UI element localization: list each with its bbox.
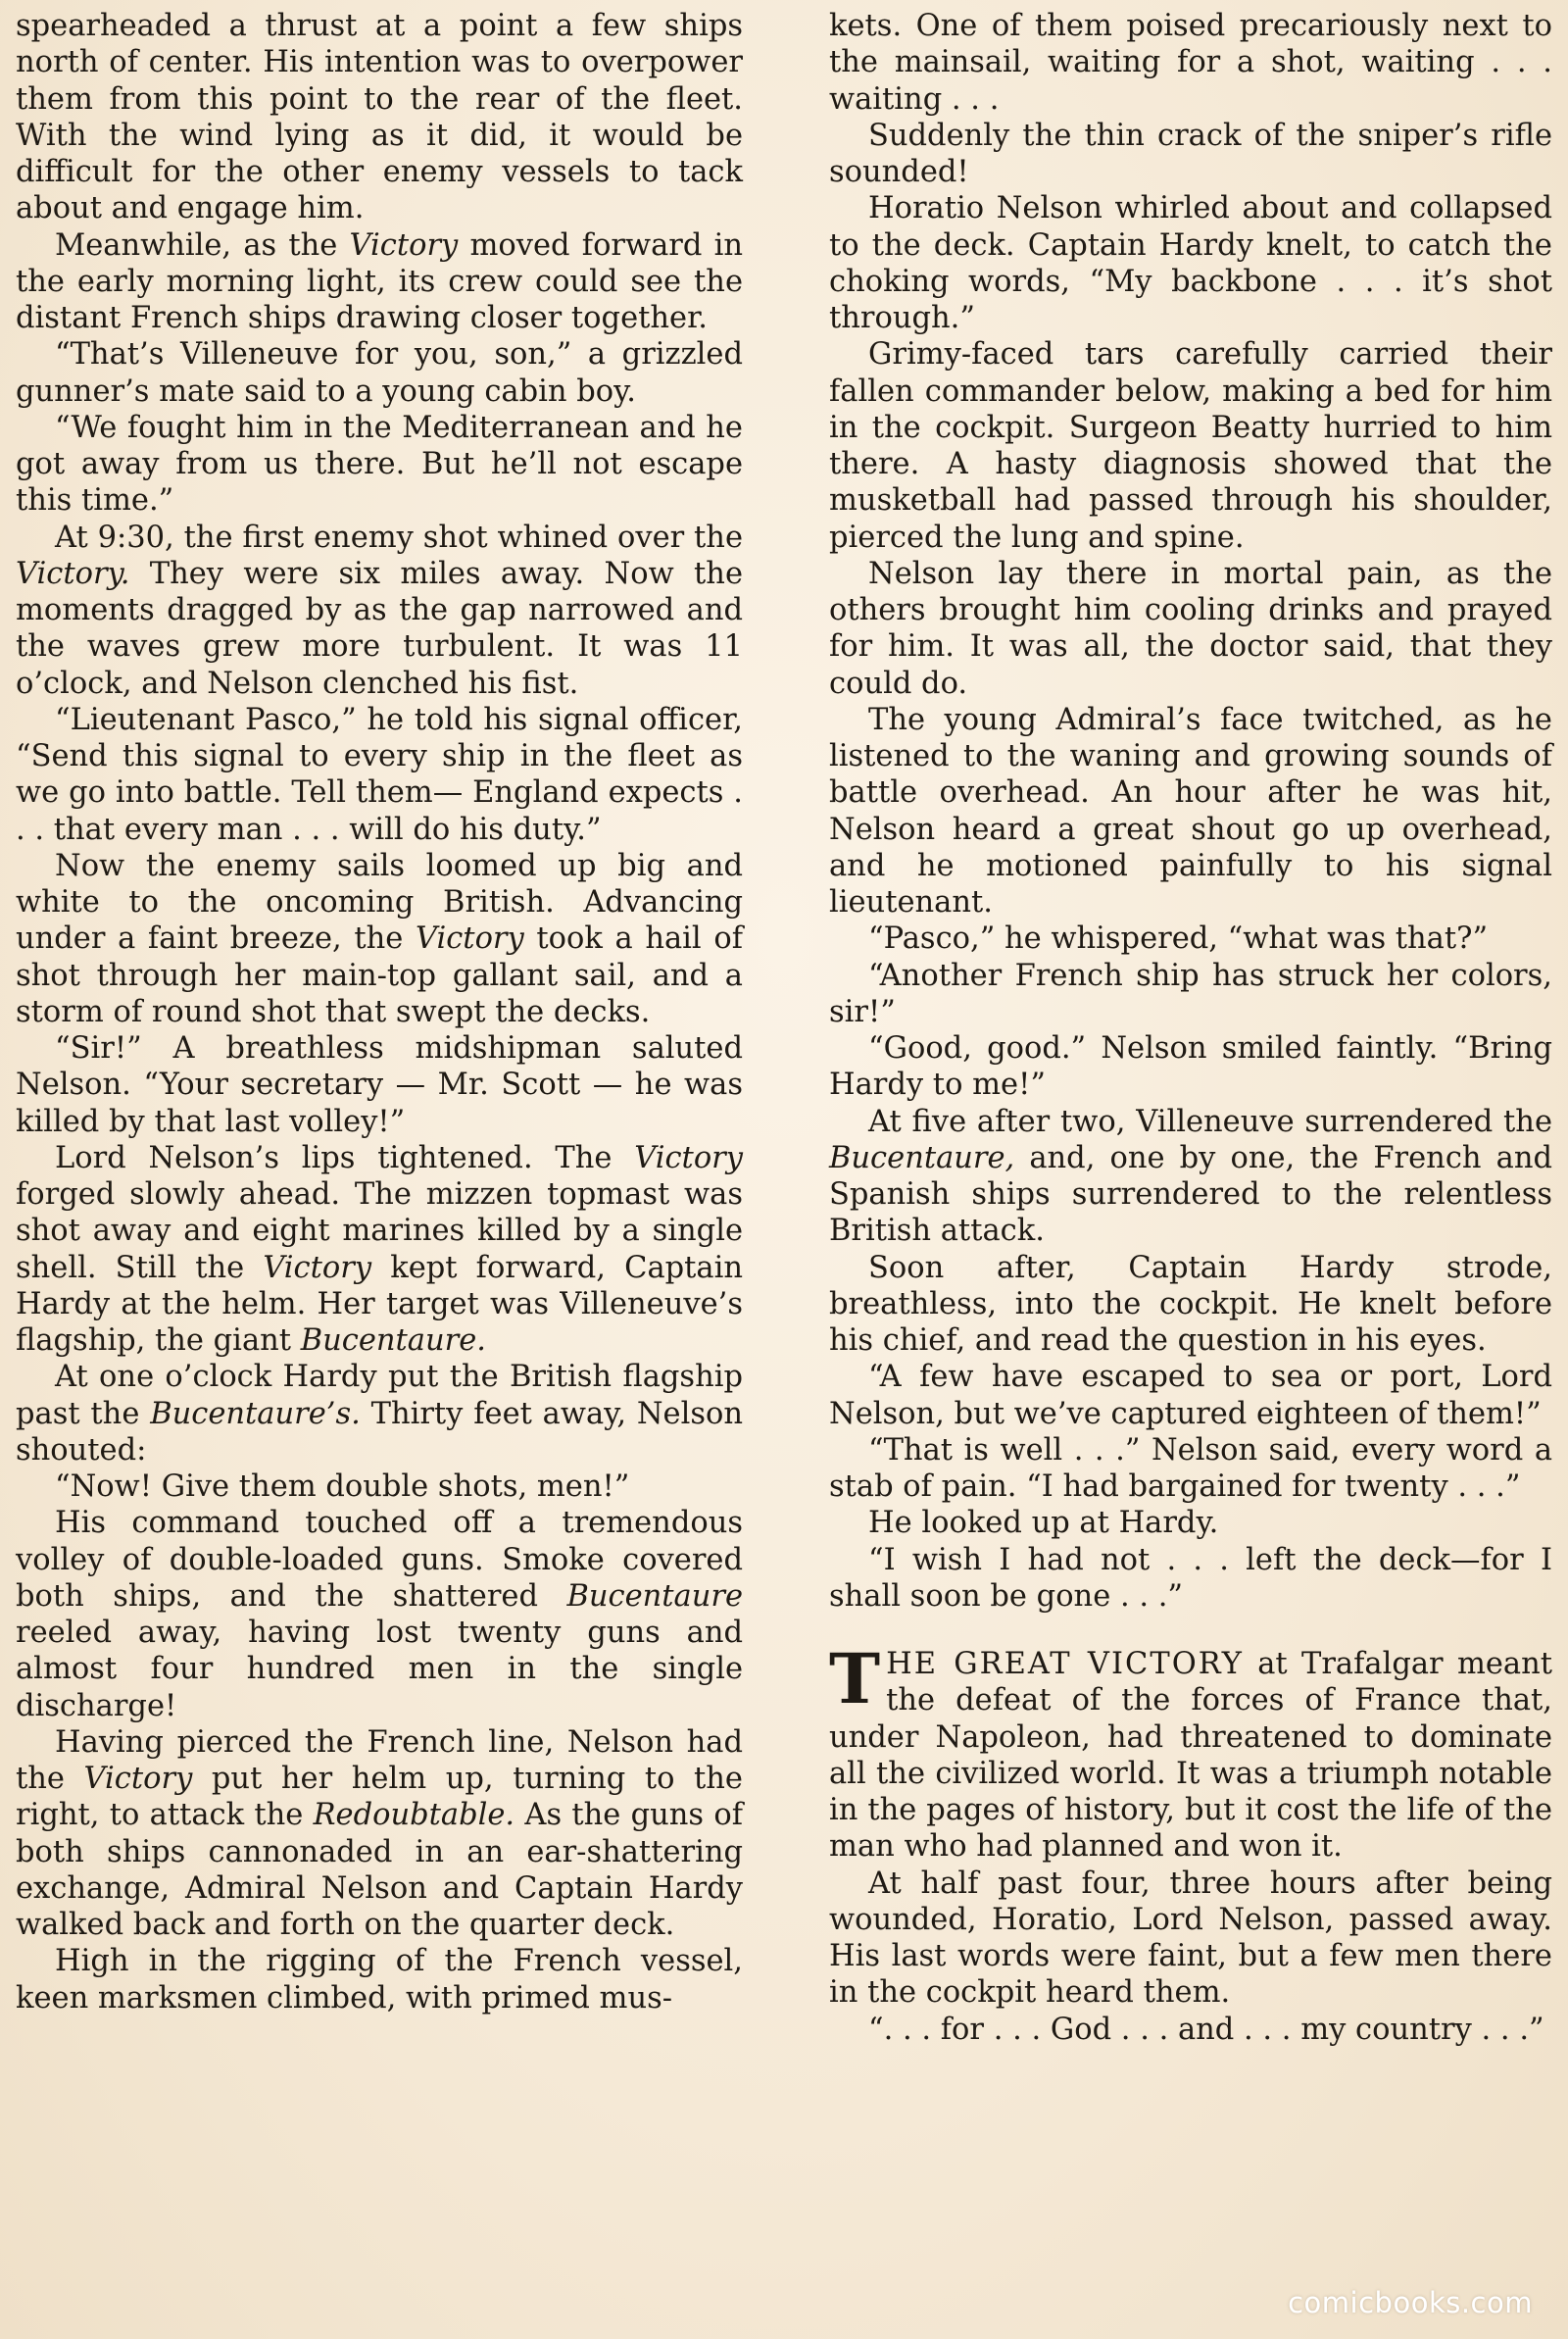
italic-text: Bucentaure’s. bbox=[150, 1396, 361, 1431]
paragraph bbox=[829, 118, 1552, 191]
paragraph bbox=[16, 1724, 743, 1944]
paragraph bbox=[829, 1542, 1552, 1616]
text-run: spearheaded a thrust at a point a few ships north of center. His intention was to overpower them from this point to the rear of the fleet. With the wind lying as it did, it would be difficult for the other enemy vessels to tack about and engage him. bbox=[16, 9, 743, 226]
text-run: forged slowly ahead. The mizzen topmast was shot away and eight marines killed by a single shell. Still the bbox=[16, 1177, 743, 1285]
text-run: “That is well . . .” Nelson said, every word a stab of pain. “I had bargained for twenty . . .” bbox=[829, 1432, 1552, 1504]
paragraph bbox=[829, 1250, 1552, 1360]
text-run: “Lieutenant Pasco,” he told his signal officer, “Send this signal to every ship in the fleet as we go into battle. Tell them— England expects . . . that every man . . . will do his duty.” bbox=[16, 702, 743, 847]
text-run: “That’s Villeneuve for you, son,” a grizzled gunner’s mate said to a young cabin boy. bbox=[16, 337, 743, 409]
paragraph bbox=[829, 1505, 1552, 1541]
italic-text: Victory bbox=[634, 1140, 743, 1175]
paragraph bbox=[829, 1638, 1553, 1866]
text-run: His command touched off a tremendous volley of double-loaded guns. Smoke covered both ships, and the shattered bbox=[16, 1506, 743, 1614]
paragraph bbox=[16, 848, 743, 1030]
text-run: Soon after, Captain Hardy strode, breathless, into the cockpit. He knelt before his chief, and read the question in his eyes. bbox=[829, 1250, 1552, 1358]
italic-text: Victory bbox=[83, 1762, 193, 1796]
paragraph bbox=[16, 520, 743, 702]
text-run: took a hail of shot through her main-top gallant sail, and a storm of round shot that swept the decks. bbox=[16, 921, 743, 1029]
paragraph bbox=[829, 8, 1552, 118]
paragraph bbox=[16, 336, 743, 410]
text-run: kept forward, Captain Hardy at the helm. Her target was Villeneuve’s flagship, the giant bbox=[16, 1250, 743, 1358]
text-run: Now the enemy sails loomed up big and white to the oncoming British. Advancing under a faint breeze, the bbox=[16, 848, 743, 957]
text-run: He looked up at Hardy. bbox=[868, 1506, 1219, 1541]
text-run: “Pasco,” he whispered, “what was that?” bbox=[868, 921, 1489, 957]
text-run: “. . . for . . . God . . . and . . . my country . . .” bbox=[868, 2012, 1544, 2047]
italic-text: Victory bbox=[349, 227, 459, 263]
paragraph bbox=[16, 1030, 743, 1140]
text-run: put her helm up, turning to the right, to attack the bbox=[16, 1762, 743, 1833]
paragraph bbox=[16, 410, 743, 520]
small-caps-text: HE GREAT VICTORY bbox=[886, 1647, 1244, 1681]
italic-text: Victory. bbox=[16, 556, 130, 591]
paragraph bbox=[16, 8, 743, 227]
paragraph bbox=[16, 702, 743, 848]
text-run: The young Admiral’s face twitched, as he listened to the waning and growing sounds of battle overhead. An hour after he was hit, Nelson heard a great shout go up overhead, and he motioned painfully to his signal lieutenant. bbox=[829, 702, 1552, 920]
text-run: Thirty feet away, Nelson shouted: bbox=[16, 1396, 743, 1468]
paragraph bbox=[16, 227, 743, 337]
paragraph bbox=[16, 1140, 743, 1360]
text-run: Grimy-faced tars carefully carried their fallen commander below, making a bed for him in the cockpit. Surgeon Beatty hurried to him there. A hasty diagnosis showed that the musketball had passed through his shoulder, pierced the lung and spine. bbox=[829, 337, 1552, 555]
text-run: Meanwhile, as the bbox=[55, 227, 350, 263]
text-run: Having pierced the French line, Nelson had the bbox=[16, 1724, 743, 1796]
text-run: At one o’clock Hardy put the British flagship past the bbox=[16, 1360, 743, 1431]
paragraph bbox=[16, 1505, 743, 1724]
paragraph bbox=[829, 702, 1552, 921]
text-run: Lord Nelson’s lips tightened. The bbox=[55, 1140, 635, 1175]
italic-text: Victory bbox=[263, 1250, 372, 1285]
paragraph bbox=[829, 921, 1552, 957]
text-run: and, one by one, the French and Spanish ships surrendered to the relentless British attack. bbox=[829, 1140, 1552, 1249]
paragraph bbox=[829, 1030, 1552, 1104]
paragraph bbox=[829, 1432, 1552, 1506]
text-run: At half past four, three hours after being wounded, Horatio, Lord Nelson, passed away. His last words were faint, but a few men there in the cockpit heard them. bbox=[829, 1866, 1552, 2011]
site-watermark: comicbooks.com bbox=[1288, 2286, 1533, 2319]
text-run: At five after two, Villeneuve surrendered the bbox=[868, 1104, 1552, 1139]
right-text-column bbox=[829, 8, 1552, 2048]
text-run: Nelson lay there in mortal pain, as the others brought him cooling drinks and prayed for him. It was all, the doctor said, that they could do. bbox=[829, 556, 1552, 701]
italic-text: Victory bbox=[415, 921, 524, 957]
paragraph bbox=[829, 1104, 1552, 1250]
text-run: “Another French ship has struck her colors, sir!” bbox=[829, 958, 1552, 1029]
italic-text: Bucentaure, bbox=[829, 1140, 1015, 1175]
text-run: “A few have escaped to sea or port, Lord Nelson, but we’ve captured eighteen of them!” bbox=[829, 1360, 1552, 1431]
left-text-column bbox=[16, 8, 743, 2016]
text-run: High in the rigging of the French vessel, keen marksmen climbed, with primed mus- bbox=[16, 1944, 743, 2016]
italic-text: Redoubtable. bbox=[313, 1798, 515, 1833]
text-run: moved forward in the early morning light, its crew could see the distant French ships drawing closer together. bbox=[16, 227, 744, 335]
text-run: At 9:30, the first enemy shot whined over the bbox=[55, 520, 743, 555]
italic-text: Bucentaure bbox=[566, 1578, 743, 1614]
paragraph bbox=[829, 1359, 1552, 1432]
text-run: As the guns of both ships cannonaded in an ear-shattering exchange, Admiral Nelson and Captain Hardy walked back and forth on the quarter deck. bbox=[16, 1798, 743, 1942]
text-run: “I wish I had not . . . left the deck—for I shall soon be gone . . .” bbox=[829, 1542, 1552, 1614]
text-run: They were six miles away. Now the moments dragged by as the gap narrowed and the waves grew more turbulent. It was 11 o’clock, and Nelson clenched his fist. bbox=[16, 556, 743, 701]
paragraph bbox=[829, 1866, 1552, 2012]
text-run: “Now! Give them double shots, men!” bbox=[55, 1469, 630, 1504]
italic-text: Bucentaure. bbox=[300, 1323, 486, 1358]
paragraph bbox=[829, 2012, 1552, 2048]
paragraph bbox=[16, 1359, 743, 1468]
text-run: “Sir!” A breathless midshipman saluted Nelson. “Your secretary — Mr. Scott — he was killed by that last volley!” bbox=[16, 1031, 743, 1139]
paragraph bbox=[829, 336, 1552, 556]
drop-cap: T bbox=[829, 1638, 881, 1719]
text-run: reeled away, having lost twenty guns and almost four hundred men in the single discharge! bbox=[16, 1616, 743, 1723]
paragraph bbox=[16, 1943, 743, 2016]
text-run: Horatio Nelson whirled about and collapsed to the deck. Captain Hardy knelt, to catch the choking words, “My backbone . . . it’s shot through.” bbox=[829, 191, 1552, 335]
text-run: at Trafalgar meant the defeat of the forces of France that, under Napoleon, had threatened to dominate all the civilized world. It was a triumph notable in the pages of history, but it cost the life of the man who had planned and won it. bbox=[829, 1647, 1553, 1865]
text-run: “We fought him in the Mediterranean and he got away from us there. But he’ll not escape this time.” bbox=[16, 410, 743, 519]
paragraph bbox=[829, 958, 1552, 1031]
paragraph bbox=[829, 190, 1552, 336]
text-run: kets. One of them poised precariously next to the mainsail, waiting for a shot, waiting . . . waiting . . . bbox=[829, 9, 1552, 117]
paragraph bbox=[829, 556, 1552, 702]
paragraph bbox=[16, 1468, 743, 1505]
text-run: Suddenly the thin crack of the sniper’s rifle sounded! bbox=[829, 118, 1552, 189]
text-run: “Good, good.” Nelson smiled faintly. “Bring Hardy to me!” bbox=[829, 1031, 1552, 1103]
